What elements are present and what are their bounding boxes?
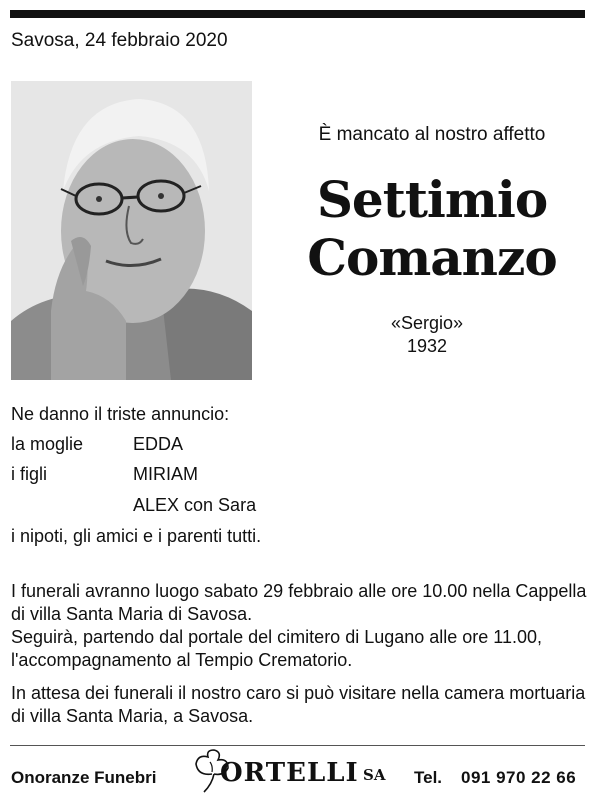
deceased-nickname: «Sergio» [390,313,464,333]
deceased-first-name: Settimio [316,170,548,229]
family-label-children: i figli [11,464,48,484]
portrait-photo [11,81,252,380]
logo-text: ORTELLI [220,758,359,788]
logo-suffix: SA [363,766,386,784]
family-name-child-1: MIRIAM [133,464,198,484]
family-label-wife: la moglie [11,434,84,454]
bottom-rule [10,745,585,746]
intro-text: È mancato al nostro affetto [318,124,546,145]
visit-info: In attesa dei funerali il nostro caro si può visitare nella camera mortuaria di villa Santa Maria, a Savosa. [11,683,586,726]
family-name-wife: EDDA [133,434,184,454]
top-rule [10,10,585,18]
deceased-last-name: Comanzo [307,228,557,287]
ortelli-logo [190,748,410,798]
footer-funeral-home: Onoranze Funebri [11,768,157,787]
funeral-info: I funerali avranno luogo sabato 29 febbraio alle ore 10.00 nella Cappella di villa Santa Maria di Savosa. [11,581,587,624]
family-name-child-2: ALEX con Sara [133,495,257,515]
announcement-heading: Ne danno il triste annuncio: [11,404,230,424]
footer-tel-label: Tel. [414,768,443,787]
footer-tel-number: 091 970 22 66 [461,768,577,787]
announcement-closing: i nipoti, gli amici e i parenti tutti. [11,526,262,546]
place-date: Savosa, 24 febbraio 2020 [11,30,228,51]
deceased-year: 1932 [406,336,448,356]
procession-info: Seguirà, partendo dal portale del cimitero di Lugano alle ore 11.00, l'accompagnamento al Tempio Crematorio. [11,627,543,670]
